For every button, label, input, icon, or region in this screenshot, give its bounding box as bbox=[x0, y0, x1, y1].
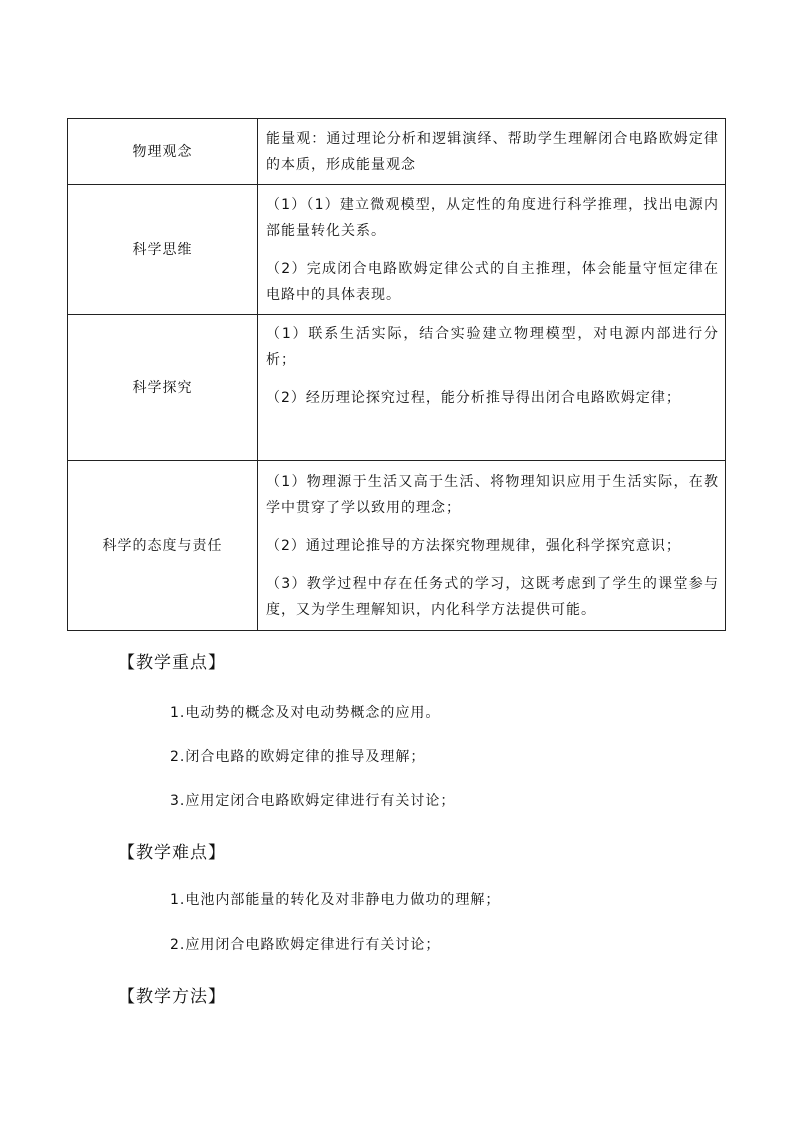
core-literacy-goals-table bbox=[67, 118, 726, 631]
row-content bbox=[258, 185, 726, 315]
row-paragraph: （3）教学过程中存在任务式的学习，这既考虑到了学生的课堂参与度，又为学生理解知识，内化科学方法提供可能。 bbox=[266, 575, 719, 618]
key-points-heading: 【教学重点】 bbox=[118, 653, 226, 673]
difficult-point-item: 2.应用闭合电路欧姆定律进行有关讨论； bbox=[170, 937, 441, 953]
row-paragraph: （1）物理源于生活又高于生活、将物理知识应用于生活实际，在教学中贯穿了学以致用的理念； bbox=[266, 473, 719, 516]
difficult-points-heading: 【教学难点】 bbox=[118, 843, 226, 863]
key-point-item: 1.电动势的概念及对电动势概念的应用。 bbox=[170, 705, 441, 721]
row-content bbox=[258, 315, 726, 461]
row-paragraph: （1）联系生活实际，结合实验建立物理模型，对电源内部进行分析； bbox=[266, 326, 719, 368]
row-paragraph: 能量观：通过理论分析和逻辑演绎、帮助学生理解闭合电路欧姆定律的本质，形成能量观念 bbox=[266, 130, 719, 173]
row-label: 物理观念 bbox=[68, 119, 258, 185]
table-row bbox=[68, 461, 726, 631]
row-content bbox=[258, 119, 726, 185]
row-content bbox=[258, 461, 726, 631]
key-point-item: 2.闭合电路的欧姆定律的推导及理解； bbox=[170, 749, 426, 765]
table-row bbox=[68, 185, 726, 315]
row-paragraph: （1）（1）建立微观模型，从定性的角度进行科学推理，找出电源内部能量转化关系。 bbox=[266, 196, 719, 239]
methods-heading: 【教学方法】 bbox=[118, 987, 226, 1007]
table-row bbox=[68, 119, 726, 185]
row-paragraph: （2）完成闭合电路欧姆定律公式的自主推理，体会能量守恒定律在电路中的具体表现。 bbox=[266, 260, 719, 303]
key-point-item: 3.应用定闭合电路欧姆定律进行有关讨论； bbox=[170, 793, 456, 809]
row-paragraph: （2）经历理论探究过程，能分析推导得出闭合电路欧姆定律； bbox=[266, 390, 681, 406]
row-label: 科学的态度与责任 bbox=[68, 461, 258, 631]
row-label: 科学思维 bbox=[68, 185, 258, 315]
row-paragraph: （2）通过理论推导的方法探究物理规律，强化科学探究意识； bbox=[266, 537, 681, 554]
row-label: 科学探究 bbox=[68, 315, 258, 461]
table-row bbox=[68, 315, 726, 461]
difficult-point-item: 1.电池内部能量的转化及对非静电力做功的理解； bbox=[170, 892, 501, 908]
